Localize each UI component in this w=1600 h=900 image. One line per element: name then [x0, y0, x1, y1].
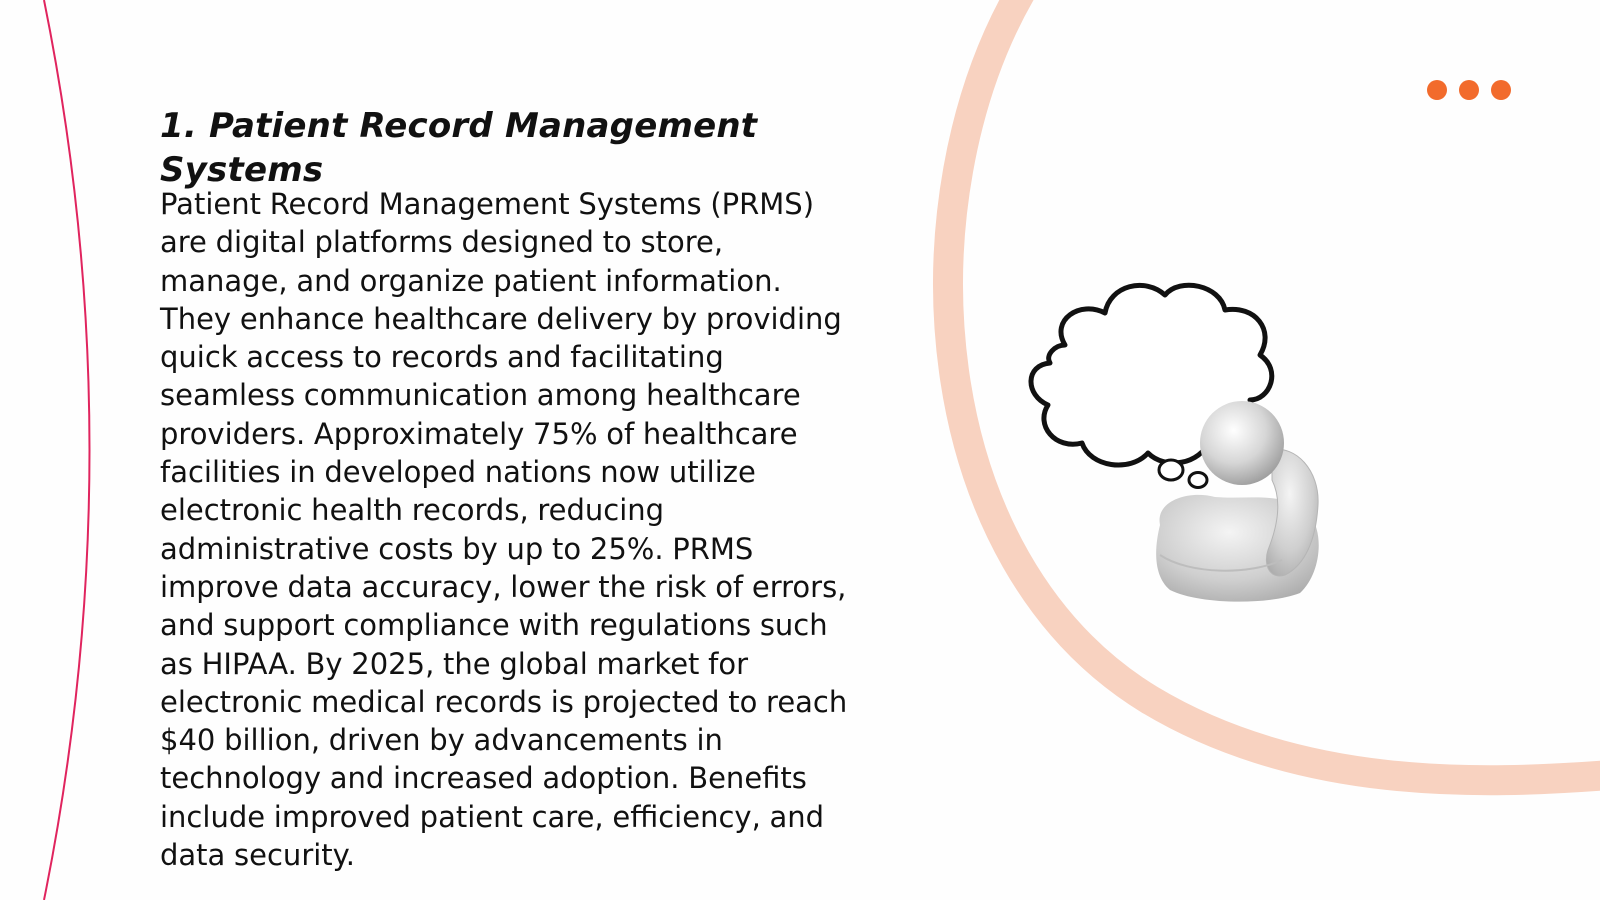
- more-options-dots: [1427, 79, 1511, 101]
- left-arc: [44, 0, 90, 900]
- slide-body-text: Patient Record Management Systems (PRMS) are digital platforms designed to store, manage, and organize patient information. They enhance healthcare delivery by providing quick access to records and facilitating seamless communication among healthcare providers. Approximately 75% of healthcare facilities in developed nations now utilize electronic health records, reducing administrative costs by up to 25%. PRMS improve data accuracy, lower the risk of errors, and support compliance with regulations such as HIPAA. By 2025, the global market for electronic medical records is projected to reach $40 billion, driven by advancements in technology and increased adoption. Benefits include improved patient care, efficiency, and data security.: [160, 187, 848, 873]
- dot-icon: [1427, 80, 1447, 100]
- slide-title: 1. Patient Record Management Systems: [160, 106, 758, 190]
- thinking-person-illustration: [1020, 275, 1350, 615]
- dot-icon: [1491, 80, 1511, 100]
- dot-icon: [1459, 80, 1479, 100]
